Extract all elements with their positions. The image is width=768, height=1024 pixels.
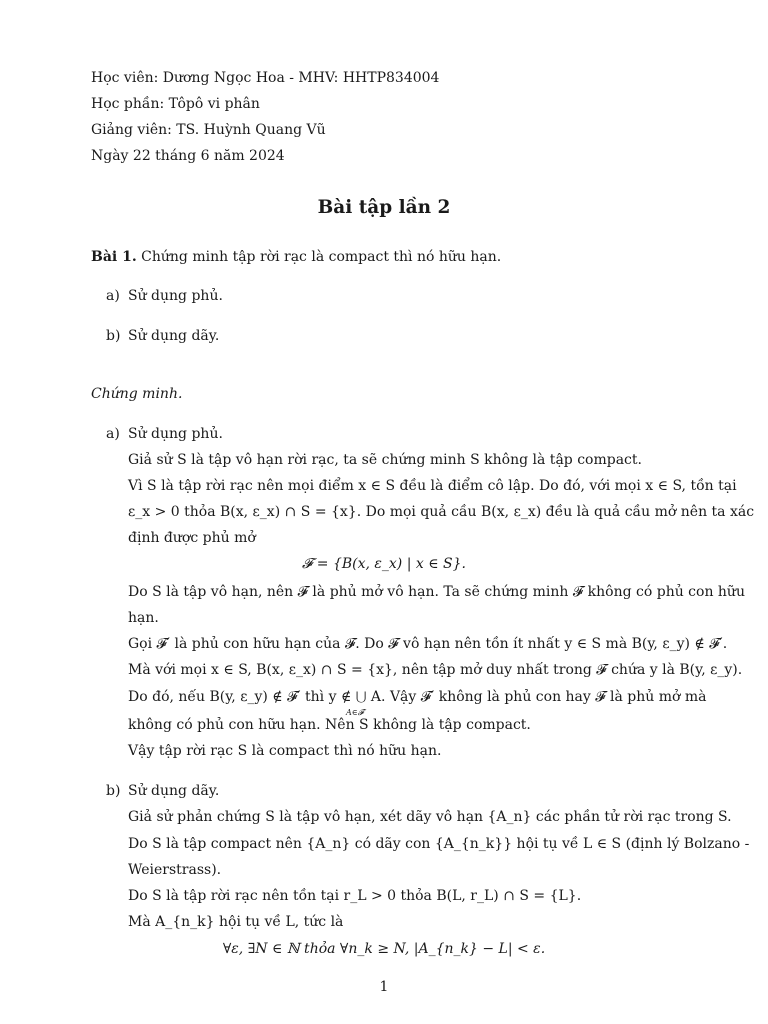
part-a-line-6: hạn. [128,610,159,626]
problem-item-b-marker: b) [106,328,121,344]
part-a-heading: Sử dụng phủ. [128,426,223,442]
problem-item-b: Sử dụng dãy. [128,328,220,344]
part-a-line-3: ε_x > 0 thỏa B(x, ε_x) ∩ S = {x}. Do mọi quả cầu B(x, ε_x) đều là quả cầu mở nên ta xác [128,504,755,520]
part-a-line-10: không có phủ con hữu hạn. Nên S không là tập compact. [128,717,531,733]
part-b-line-2: Do S là tập compact nên {A_n} có dãy con {A_{n_k}} hội tụ về L ∈ S (định lý Bolzano - [128,836,750,852]
part-a-line-2: Vì S là tập rời rạc nên mọi điểm x ∈ S đều là điểm cô lập. Do đó, với mọi x ∈ S, tồn tại [128,478,737,494]
page-number: 1 [379,979,389,995]
part-b-line-1: Giả sử phản chứng S là tập vô hạn, xét dãy vô hạn {A_n} các phần tử rời rạc trong S. [128,809,732,825]
problem-item-a: Sử dụng phủ. [128,288,223,304]
part-a-cover-formula: 𝓕 = {B(x, ε_x) | x ∈ S}. [301,556,466,572]
page-title: Bài tập lần 2 [317,197,451,218]
part-b-line-4: Do S là tập rời rạc nên tồn tại r_L > 0 thỏa B(L, r_L) ∩ S = {L}. [128,888,582,904]
part-a-line-11: Vậy tập rời rạc S là compact thì nó hữu hạn. [128,743,442,759]
part-a-marker: a) [106,426,120,442]
problem-item-a-marker: a) [106,288,120,304]
lecturer-line: Giảng viên: TS. Huỳnh Quang Vũ [91,122,326,138]
course-line: Học phần: Tôpô vi phân [91,96,260,112]
part-b-line-3: Weierstrass). [128,862,222,878]
date-line: Ngày 22 tháng 6 năm 2024 [91,148,285,164]
part-b-marker: b) [106,783,121,799]
part-a-line-4: định được phủ mở [128,530,256,546]
problem-text: Chứng minh tập rời rạc là compact thì nó hữu hạn. [141,249,502,265]
part-b-convergence-formula: ∀ε, ∃N ∈ ℕ thỏa ∀n_k ≥ N, |A_{n_k} − L| < ε. [222,941,546,957]
part-b-line-5: Mà A_{n_k} hội tụ về L, tức là [128,914,344,930]
proof-label: Chứng minh. [91,386,183,402]
problem-label: Bài 1. [91,249,137,265]
part-a-line-9: Do đó, nếu B(y, ε_y) ∉ 𝓕′ thì y ∉ ⋃ A. Vậy 𝓕′ không là phủ con hay 𝓕 là phủ mở mà [128,689,707,705]
part-a-line-7: Gọi 𝓕′ là phủ con hữu hạn của 𝓕. Do 𝓕 vô hạn nên tồn ít nhất y ∈ S mà B(y, ε_y) ∉ 𝓕′. [128,636,728,652]
part-b-heading: Sử dụng dãy. [128,783,220,799]
part-a-line-1: Giả sử S là tập vô hạn rời rạc, ta sẽ chứng minh S không là tập compact. [128,452,642,468]
student-line: Học viên: Dương Ngọc Hoa - MHV: HHTP834004 [91,70,440,86]
part-a-line-5: Do S là tập vô hạn, nên 𝓕 là phủ mở vô hạn. Ta sẽ chứng minh 𝓕 không có phủ con hữu [128,584,745,600]
problem-statement [91,247,501,267]
union-subscript: A∈𝓕′ [346,708,366,717]
part-a-line-8: Mà với mọi x ∈ S, B(x, ε_x) ∩ S = {x}, nên tập mở duy nhất trong 𝓕 chứa y là B(y, ε_y). [128,662,743,678]
